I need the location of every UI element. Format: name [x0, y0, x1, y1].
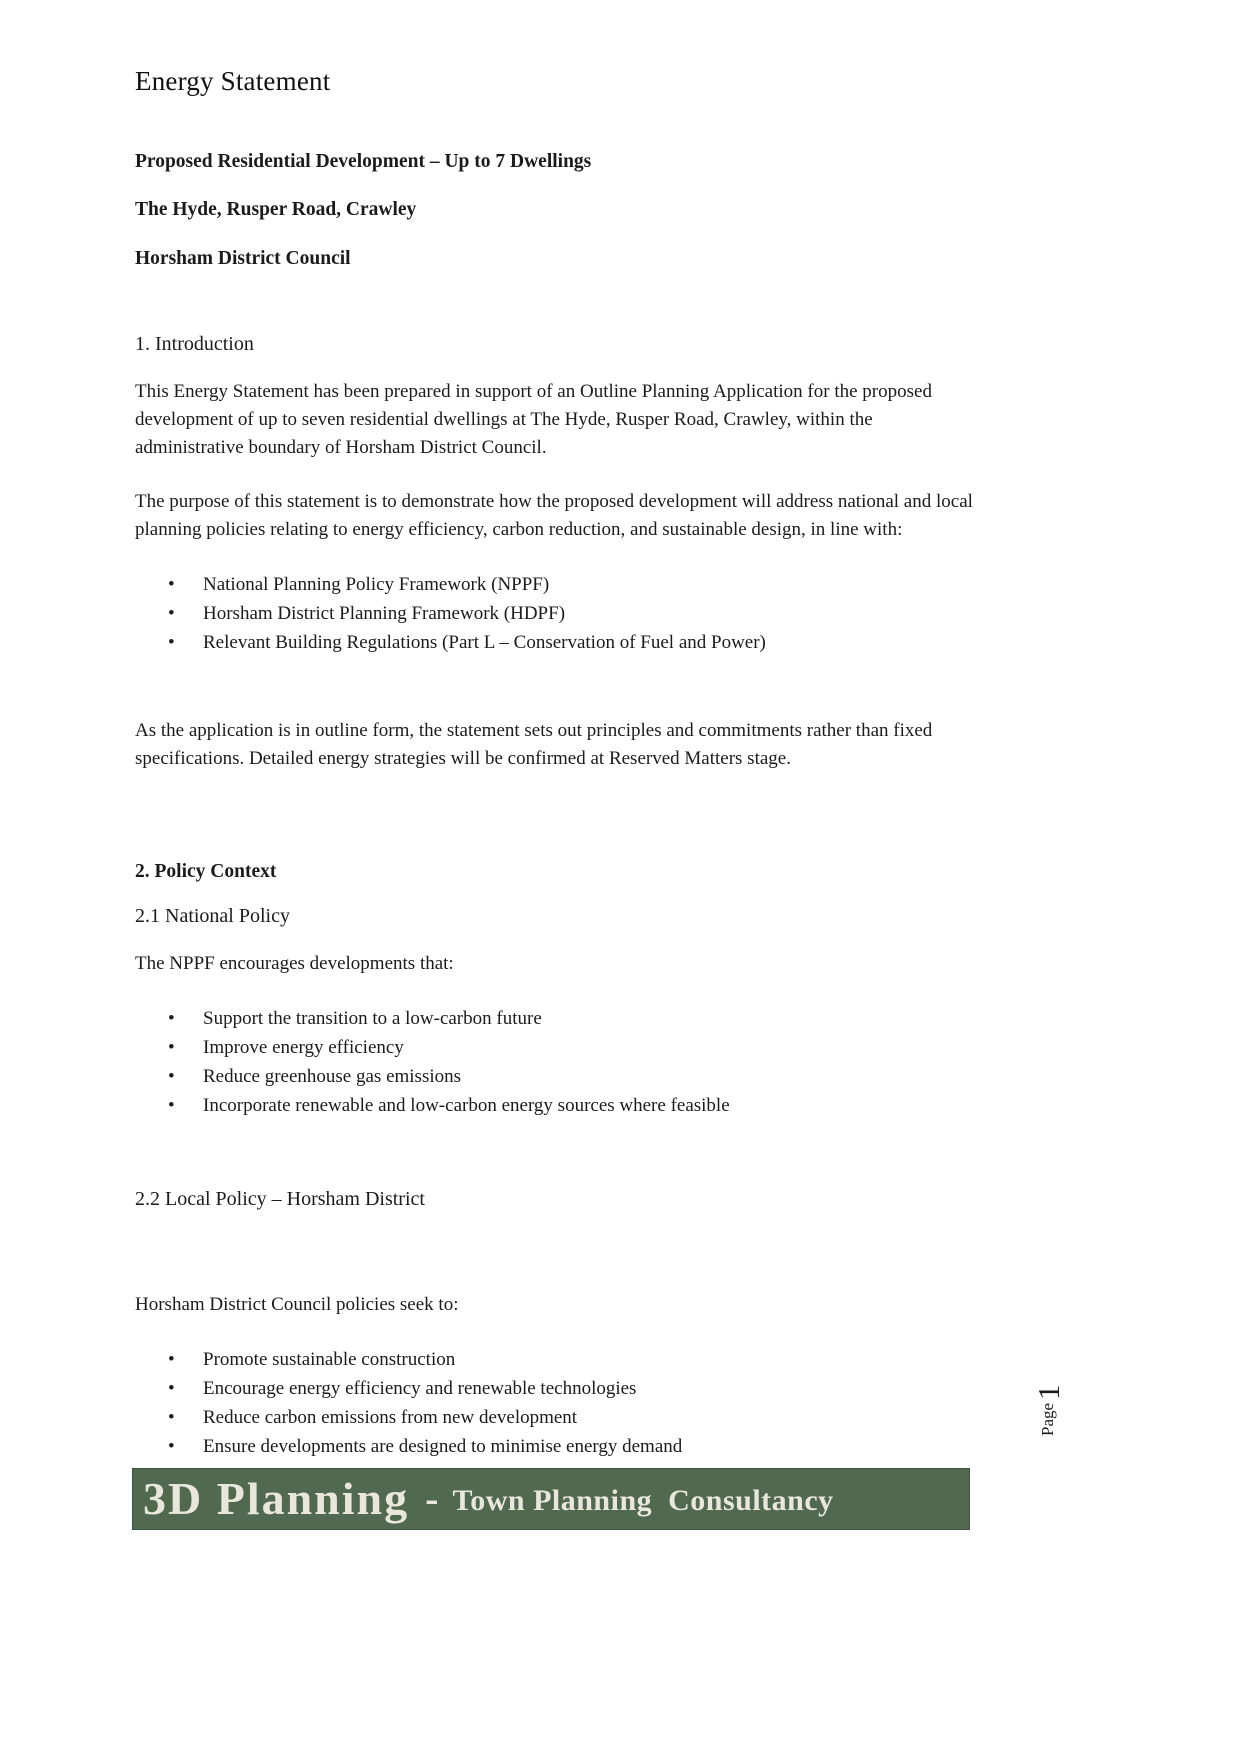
header-line-address: The Hyde, Rusper Road, Crawley [135, 199, 417, 221]
footer-separator: - [425, 1476, 439, 1521]
header-line-development: Proposed Residential Development – Up to 7 Dwellings [135, 151, 592, 172]
bullet-item: • Reduce carbon emissions from new development [135, 1403, 977, 1432]
footer-tagline-part1: Town Planning [452, 1484, 653, 1517]
national-policy-bullet-list [135, 1004, 977, 1120]
intro-bullet-list [135, 570, 977, 657]
document-content [135, 0, 977, 1471]
bullet-item: • Horsham District Planning Framework (HDPF) [135, 599, 977, 628]
spacer [135, 1130, 977, 1188]
header-line-council: Horsham District Council [135, 247, 351, 269]
footer-brand-text: 3D Planning [143, 1473, 410, 1524]
sub-heading-local-policy: 2.2 Local Policy – Horsham District [135, 1188, 425, 1211]
footer-tagline-part2: Consultancy [668, 1484, 834, 1517]
document-title: Energy Statement [135, 66, 331, 96]
local-policy-lead: Horsham District Council policies seek to: [135, 1294, 459, 1316]
sub-heading-national-policy: 2.1 National Policy [135, 905, 290, 928]
bullet-item: • Relevant Building Regulations (Part L – Conservation of Fuel and Power) [135, 628, 977, 657]
bullet-item: • Promote sustainable construction [135, 1345, 977, 1374]
bullet-item: • Improve energy efficiency [135, 1033, 977, 1062]
intro-paragraph-3: As the application is in outline form, the statement sets out principles and commitments rather than fixed specifications. Detailed energy strategies will be confirmed at Reserved Matters stage. [135, 720, 933, 770]
footer-logo-banner [132, 1468, 970, 1530]
document-header-block [135, 149, 977, 271]
intro-paragraph-2: The purpose of this statement is to demonstrate how the proposed development will address national and local planning policies relating to energy efficiency, carbon reduction, and sustainable design, in line with: [135, 491, 973, 541]
local-policy-bullet-list [135, 1345, 977, 1461]
bullet-item: • Support the transition to a low-carbon future [135, 1004, 977, 1033]
national-policy-lead: The NPPF encourages developments that: [135, 953, 454, 975]
intro-paragraph-1: This Energy Statement has been prepared in support of an Outline Planning Application for the proposed development of up to seven residential dwellings at The Hyde, Rusper Road, Crawley, within the administrative boundary of Horsham District Council. [135, 381, 932, 459]
spacer [135, 667, 977, 717]
spacer [135, 799, 977, 833]
spacer [135, 1233, 977, 1291]
page-number-label: Page [1038, 1402, 1057, 1436]
page-number [1028, 1340, 1068, 1436]
page-number-value: 1 [1030, 1384, 1066, 1400]
bullet-item: • Encourage energy efficiency and renewable technologies [135, 1374, 977, 1403]
footer-tagline [452, 1482, 833, 1516]
section-heading-introduction: 1. Introduction [135, 333, 254, 356]
bullet-item: • Ensure developments are designed to minimise energy demand [135, 1432, 977, 1461]
bullet-item: • Incorporate renewable and low-carbon energy sources where feasible [135, 1091, 977, 1120]
section-heading-policy-context: 2. Policy Context [135, 861, 277, 883]
bullet-item: • National Planning Policy Framework (NPPF) [135, 570, 977, 599]
bullet-item: • Reduce greenhouse gas emissions [135, 1062, 977, 1091]
